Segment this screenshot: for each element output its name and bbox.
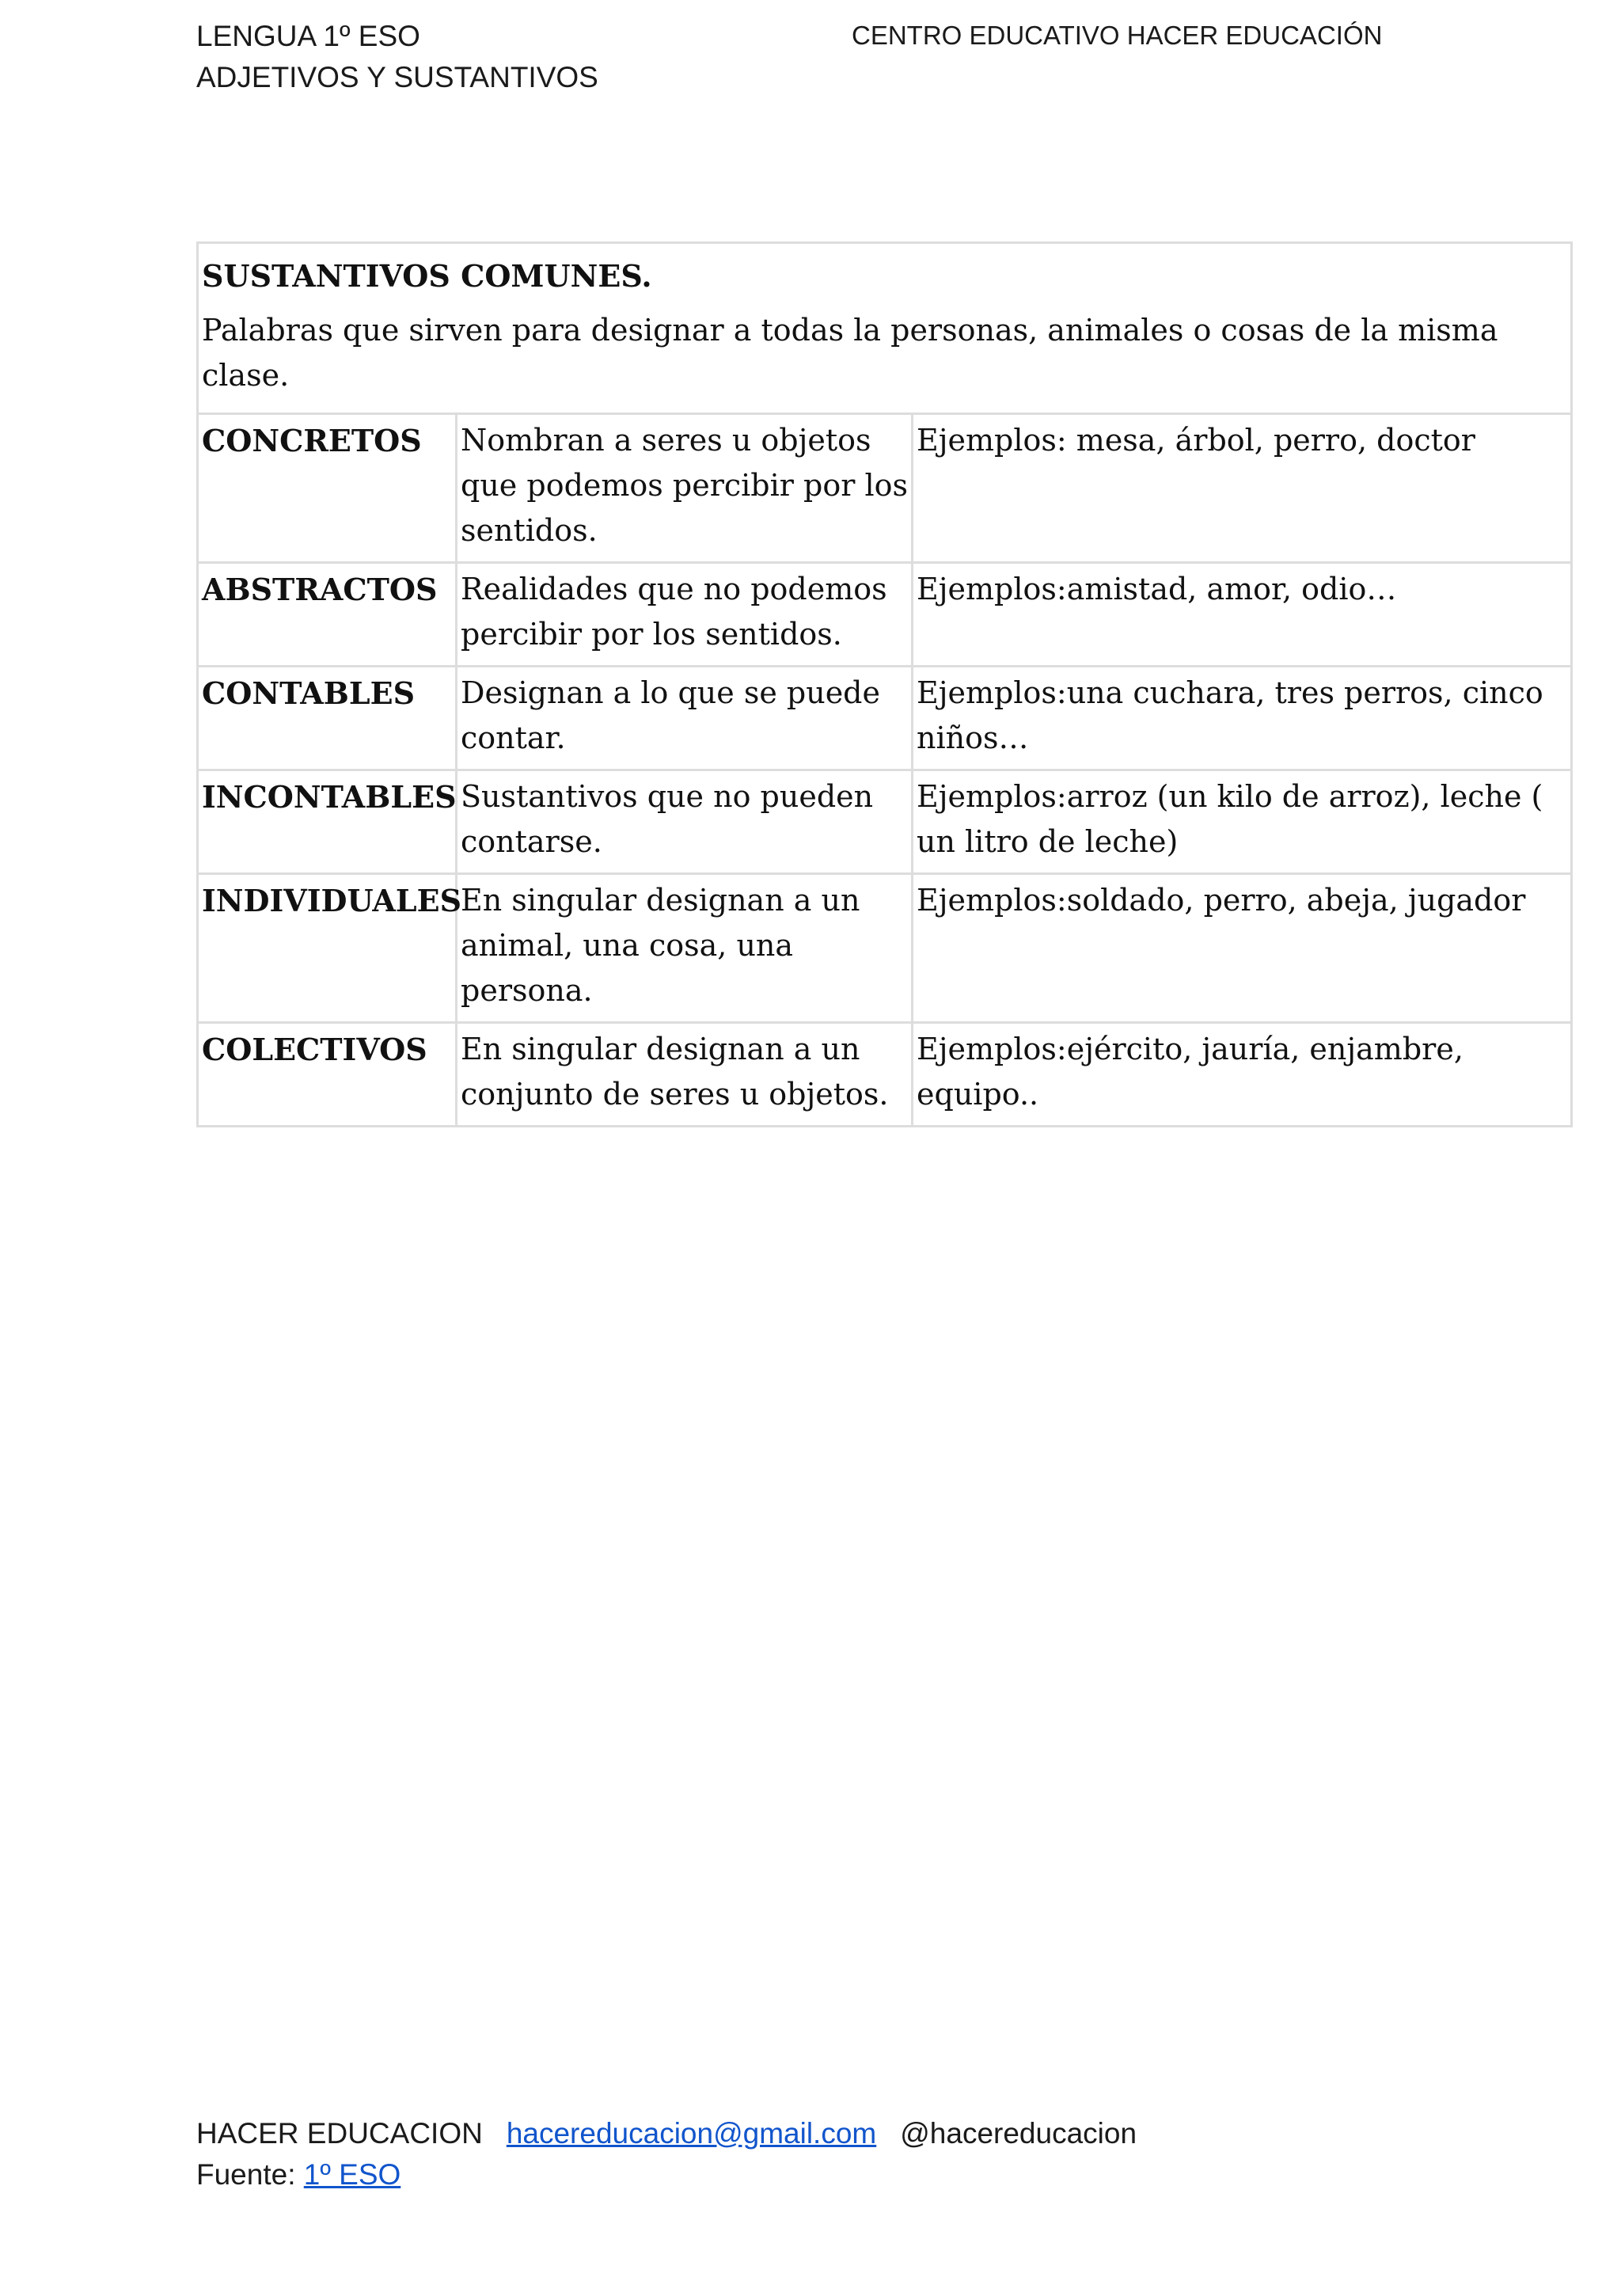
examples-cell: Ejemplos:arroz (un kilo de arroz), leche ( un litro de leche) [913,770,1572,874]
source-label: Fuente: [196,2158,296,2191]
school-name: CENTRO EDUCATIVO HACER EDUCACIÓN [852,21,1383,50]
topic-title: ADJETIVOS Y SUSTANTIVOS [196,61,598,93]
examples-cell: Ejemplos: mesa, árbol, perro, doctor [913,414,1572,563]
definition-cell: Realidades que no podemos percibir por los sentidos. [457,563,913,667]
footer-source-line [196,2154,1137,2195]
footer-contact-line [196,2113,1137,2154]
table-row [198,414,1572,563]
course-title: LENGUA 1º ESO [196,20,420,52]
table-header-cell [198,243,1572,414]
common-nouns-table [196,241,1573,1127]
table-row [198,874,1572,1023]
noun-type-cell: COLECTIVOS [198,1023,457,1127]
definition-cell: Nombran a seres u objetos que podemos percibir por los sentidos. [457,414,913,563]
noun-type-cell: ABSTRACTOS [198,563,457,667]
table-intro: Palabras que sirven para designar a todas la personas, animales o cosas de la misma clase. [202,313,1498,393]
document-footer [196,2113,1137,2195]
noun-type-cell: INDIVIDUALES [198,874,457,1023]
source-link[interactable]: 1º ESO [303,2158,401,2191]
examples-cell: Ejemplos:soldado, perro, abeja, jugador [913,874,1572,1023]
table-row [198,563,1572,667]
noun-type-cell: CONTABLES [198,667,457,770]
table-row [198,667,1572,770]
social-handle: @hacereducacion [900,2117,1137,2150]
table-title: SUSTANTIVOS COMUNES. [202,258,652,294]
examples-cell: Ejemplos:ejército, jauría, enjambre, equipo.. [913,1023,1572,1127]
definition-cell: En singular designan a un conjunto de seres u objetos. [457,1023,913,1127]
table-header-row [198,243,1572,414]
table-row [198,1023,1572,1127]
definition-cell: En singular designan a un animal, una cosa, una persona. [457,874,913,1023]
noun-type-cell: CONCRETOS [198,414,457,563]
definition-cell: Sustantivos que no pueden contarse. [457,770,913,874]
email-link[interactable]: hacereducacion@gmail.com [506,2117,877,2150]
examples-cell: Ejemplos:amistad, amor, odio… [913,563,1572,667]
noun-type-cell: INCONTABLES [198,770,457,874]
document-header [196,16,598,98]
table-row [198,770,1572,874]
examples-cell: Ejemplos:una cuchara, tres perros, cinco niños… [913,667,1572,770]
footer-brand: HACER EDUCACION [196,2117,483,2150]
definition-cell: Designan a lo que se puede contar. [457,667,913,770]
